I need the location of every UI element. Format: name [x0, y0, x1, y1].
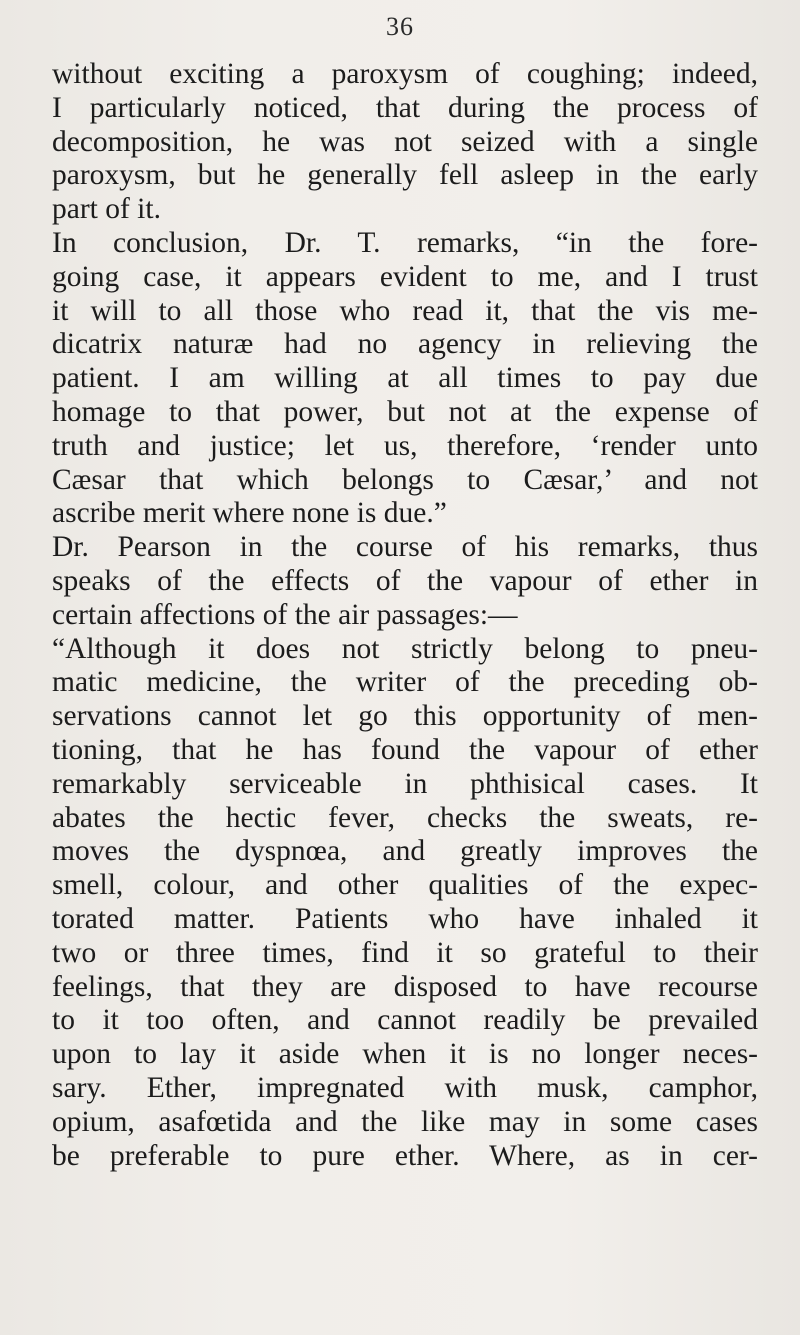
text-line: homage to that power, but not at the expense of: [52, 395, 758, 428]
text-line: torated matter. Patients who have inhaled it: [52, 902, 758, 935]
text-line: paroxysm, but he generally fell asleep in the early: [52, 159, 758, 192]
text-line: feelings, that they are disposed to have recourse: [52, 970, 758, 1003]
text-line: moves the dyspnœa, and greatly improves the: [52, 835, 758, 868]
text-line: dicatrix naturæ had no agency in relieving the: [52, 328, 758, 361]
text-line: ascribe merit where none is due.”: [52, 497, 447, 530]
text-line: In conclusion, Dr. T. remarks, “in the fore-: [52, 226, 758, 259]
text-line: I particularly noticed, that during the process of: [52, 91, 758, 124]
text-line: decomposition, he was not seized with a single: [52, 125, 758, 158]
text-line: smell, colour, and other qualities of the expec-: [52, 869, 758, 902]
text-line: part of it.: [52, 193, 161, 226]
text-line: it will to all those who read it, that the vis me-: [52, 294, 758, 327]
text-line: opium, asafœtida and the like may in some cases: [52, 1105, 758, 1138]
body-text: [52, 58, 758, 1173]
text-line: patient. I am willing at all times to pay due: [52, 362, 758, 395]
text-line: Cæsar that which belongs to Cæsar,’ and not: [52, 463, 758, 496]
text-line: two or three times, find it so grateful to their: [52, 936, 758, 969]
text-line: “Although it does not strictly belong to pneu-: [52, 632, 758, 665]
text-line: without exciting a paroxysm of coughing; indeed,: [52, 58, 758, 90]
text-line: matic medicine, the writer of the preceding ob-: [52, 666, 758, 699]
text-line: truth and justice; let us, therefore, ‘render unto: [52, 429, 758, 462]
text-line: Dr. Pearson in the course of his remarks, thus: [52, 531, 758, 564]
text-line: upon to lay it aside when it is no longer neces-: [52, 1038, 758, 1071]
page-number: 36: [386, 12, 414, 41]
text-line: sary. Ether, impregnated with musk, camphor,: [52, 1071, 758, 1104]
text-line: servations cannot let go this opportunity of men-: [52, 700, 758, 733]
text-line: remarkably serviceable in phthisical cases. It: [52, 767, 758, 800]
text-line: be preferable to pure ether. Where, as in cer-: [52, 1139, 758, 1172]
text-line: going case, it appears evident to me, and I trust: [52, 260, 758, 293]
text-line: speaks of the effects of the vapour of ether in: [52, 564, 758, 597]
text-line: abates the hectic fever, checks the sweats, re-: [52, 801, 758, 834]
text-line: to it too often, and cannot readily be prevailed: [52, 1004, 758, 1037]
text-line: certain affections of the air passages:—: [52, 598, 518, 631]
text-line: tioning, that he has found the vapour of ether: [52, 733, 758, 766]
